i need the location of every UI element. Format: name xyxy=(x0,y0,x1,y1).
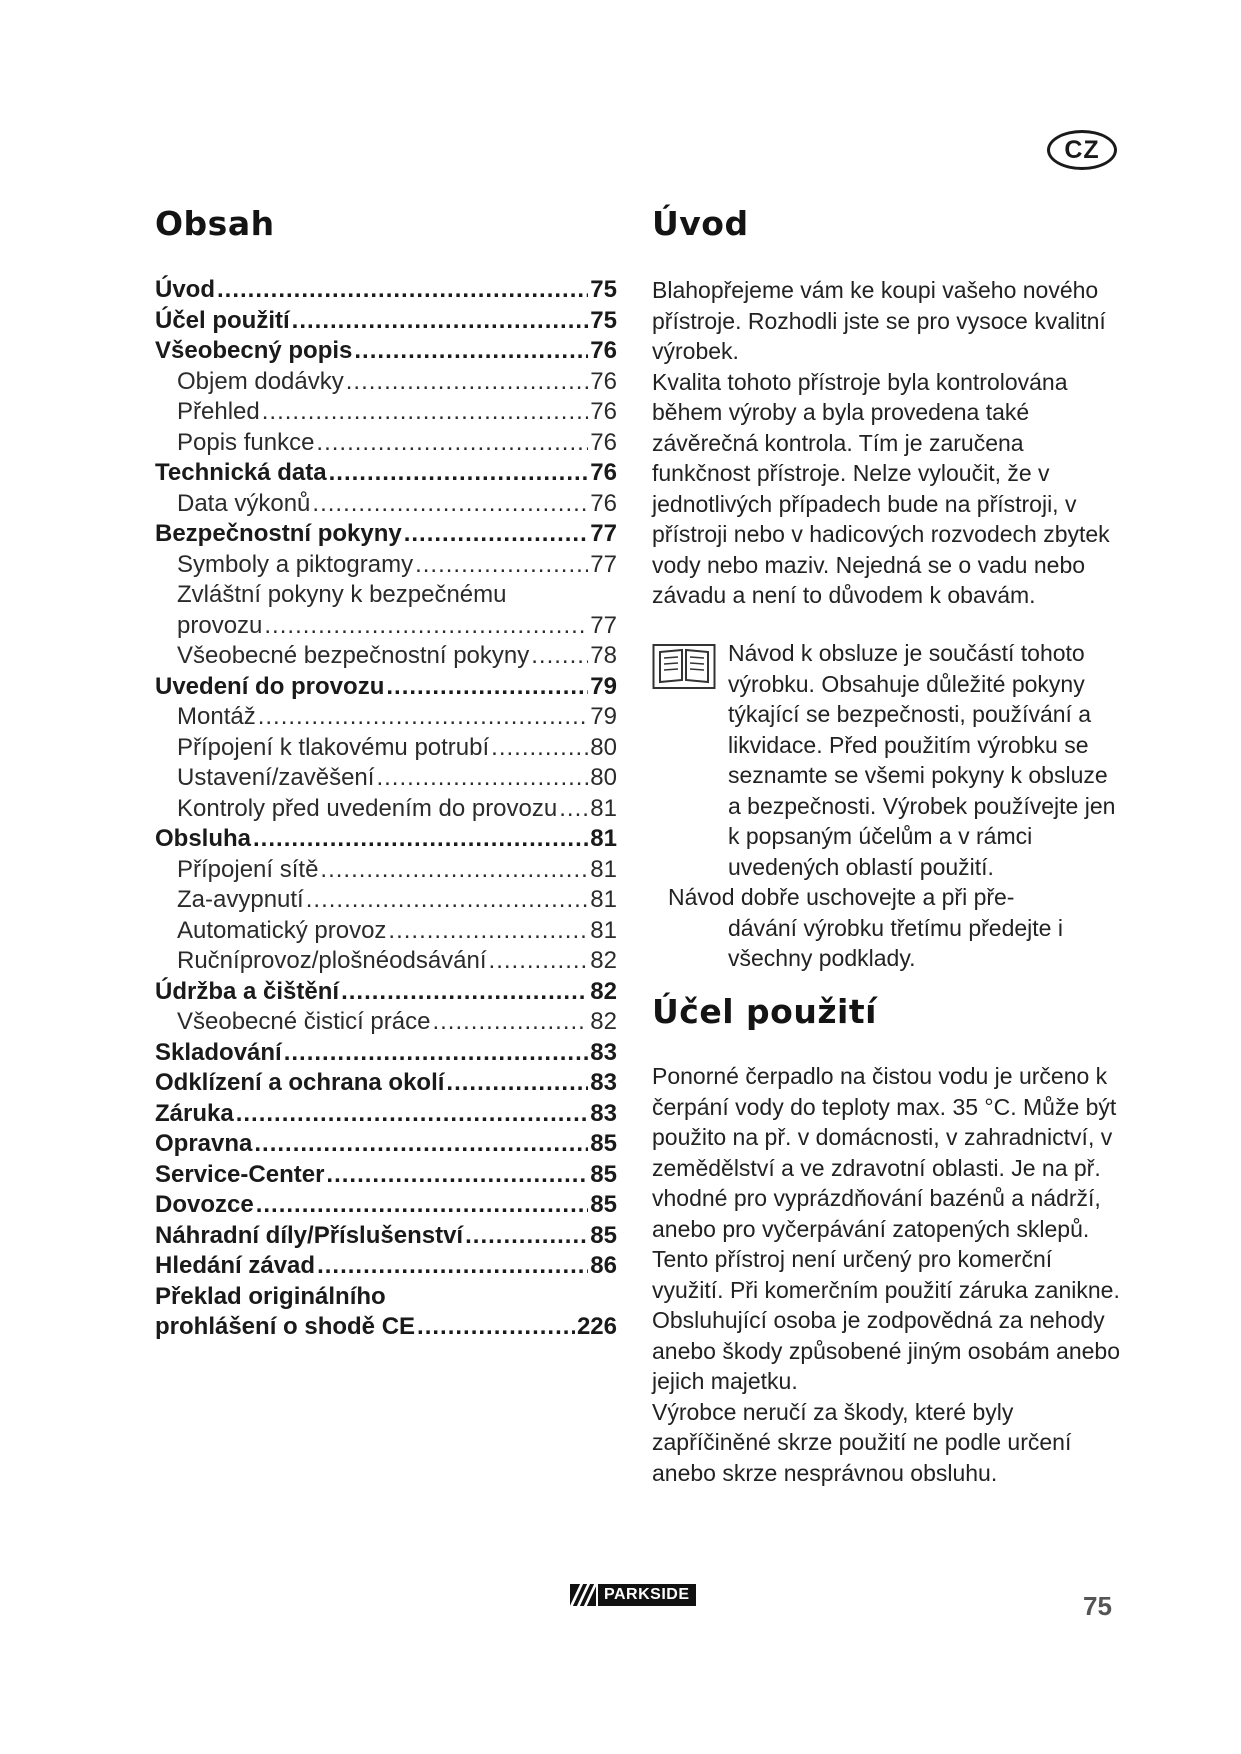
toc-entry-uvedeni-do-provozu[interactable]: Uvedení do provozu ..... 79 xyxy=(155,672,617,703)
page-number: 75 xyxy=(1083,1591,1112,1621)
purpose-paragraph-3: Výrobce neručí za škody, které byly zapříčiněné skrze použití ne podle určení anebo skrze nesprávnou obsluhu. xyxy=(652,1398,1072,1486)
purpose-paragraph-2: Tento přístroj není určený pro komerční využití. Při komerčním použití záruka zanikne. Obsluhující osoba je zodpovědná za nehody anebo škody způsobené jiným osobám anebo jejich majetku. xyxy=(652,1246,1120,1394)
purpose-text xyxy=(652,1061,1127,1488)
toc-entry-zvlastni-pokyny-line1[interactable]: Zvláštní pokyny k bezpečnému xyxy=(177,581,507,608)
toc-entry-nahradni-dily[interactable]: Náhradní díly/Příslušenství ..... 85 xyxy=(155,1221,617,1252)
toc-entry-bezpecnostni-pokyny[interactable]: Bezpečnostní pokyny ..... 77 xyxy=(155,519,617,550)
toc-entry-udrzba[interactable]: Údržba a čištění ..... 82 xyxy=(155,977,617,1008)
toc-entry-rucni-provoz[interactable]: Ručníprovoz/plošnéodsávání ..... 82 xyxy=(155,946,617,977)
toc-entry-technicka-data[interactable]: Technická data ..... 76 xyxy=(155,458,617,489)
toc-entry-ustaveni[interactable]: Ustavení/zavěšení ..... 80 xyxy=(155,763,617,794)
manual-note-text: Návod k obsluze je součástí tohoto výrobku. Obsahuje důležité pokyny týkající se bezpečnosti, používání a likvidace. Před použitím výrobku se seznamte se všemi pokyny k obsluze a bezpečnosti. Výrobek používejte jen k popsaným účelům a v rámci uvedených oblastí použití. xyxy=(728,640,1116,880)
intro-paragraph-1: Blahopřejeme vám ke koupi vašeho nového přístroje. Rozhodli jste se pro vysoce kvalitní výrobek. xyxy=(652,277,1106,364)
intro-text xyxy=(652,275,1122,611)
manual-note xyxy=(652,638,1122,974)
intro-title: Úvod xyxy=(652,204,749,243)
toc-entry-obsluha[interactable]: Obsluha ..... 81 xyxy=(155,824,617,855)
toc-entry-vseobecne-bezpecnostni[interactable]: Všeobecné bezpečnostní pokyny ..... 78 xyxy=(155,641,617,672)
toc-entry-popis-funkce[interactable]: Popis funkce ..... 76 xyxy=(155,428,617,459)
toc-entry-kontroly[interactable]: Kontroly před uvedením do provozu ..... 81 xyxy=(155,794,617,825)
toc-entry-service-center[interactable]: Service-Center ..... 85 xyxy=(155,1160,617,1191)
purpose-title: Účel použití xyxy=(652,992,877,1031)
brand-logo xyxy=(570,1584,696,1606)
language-badge: CZ xyxy=(1047,130,1117,170)
toc-entry-zvlastni-pokyny[interactable]: provozu ..... 77 xyxy=(155,611,617,642)
toc-entry-preklad-line1[interactable]: Překlad originálního xyxy=(155,1282,386,1310)
purpose-paragraph-1: Ponorné čerpadlo na čistou vodu je určeno k čerpání vody do teploty max. 35 °C. Může být použito na př. v domácnosti, v zahradnictví, v zemědělství a ve zdravotní oblasti. Je na př. vhodné pro vyprázdňování bazénů a nádrží, anebo pro vyčerpávání zatopených sklepů. xyxy=(652,1063,1117,1242)
toc-entry-zaruka[interactable]: Záruka ..... 83 xyxy=(155,1099,617,1130)
toc-entry-dovozce[interactable]: Dovozce ..... 85 xyxy=(155,1190,617,1221)
toc-title: Obsah xyxy=(155,204,275,243)
brand-stripes-icon xyxy=(570,1584,596,1606)
toc-entry-cistici-prace[interactable]: Všeobecné čisticí práce ..... 82 xyxy=(155,1007,617,1038)
toc-entry-hledani-zavad[interactable]: Hledání závad ..... 86 xyxy=(155,1251,617,1282)
toc-entry-zapnuti-vypnuti[interactable]: Za-avypnutí ..... 81 xyxy=(155,885,617,916)
toc-entry-vseobecny-popis[interactable]: Všeobecný popis ..... 76 xyxy=(155,336,617,367)
toc-entry-symboly[interactable]: Symboly a piktogramy ..... 77 xyxy=(155,550,617,581)
toc-entry-ucel-pouziti[interactable]: Účel použití ..... 75 xyxy=(155,306,617,337)
toc-entry-pripojeni-site[interactable]: Přípojení sítě ..... 81 xyxy=(155,855,617,886)
toc-entry-preklad[interactable]: prohlášení o shodě CE ..... 226 xyxy=(155,1312,617,1343)
toc-entry-prehled[interactable]: Přehled ..... 76 xyxy=(155,397,617,428)
book-icon xyxy=(652,642,716,690)
toc-entry-automaticky-provoz[interactable]: Automatický provoz ..... 81 xyxy=(155,916,617,947)
toc-entry-pripojeni-potrubi[interactable]: Přípojení k tlakovému potrubí ..... 80 xyxy=(155,733,617,764)
toc-entry-montaz[interactable]: Montáž ..... 79 xyxy=(155,702,617,733)
toc-entry-data-vykonu[interactable]: Data výkonů ..... 76 xyxy=(155,489,617,520)
table-of-contents xyxy=(155,275,617,1343)
toc-entry-skladovani[interactable]: Skladování ..... 83 xyxy=(155,1038,617,1069)
brand-name: PARKSIDE xyxy=(596,1584,696,1606)
toc-entry-odklizeni[interactable]: Odklízení a ochrana okolí ..... 83 xyxy=(155,1068,617,1099)
toc-entry-objem-dodavky[interactable]: Objem dodávky ..... 76 xyxy=(155,367,617,398)
intro-paragraph-2: Kvalita tohoto přístroje byla kontrolována během výroby a byla provedena také závěrečná kontrola. Tím je zaručena funkčnost přístroje. Nelze vyloučit, že v jednotlivých případech bude na přístroji, v přístroji nebo v hadicových rozvodech zbytek vody nebo maziv. Nejedná se o vadu nebo závadu a není to důvodem k obavám. xyxy=(652,368,1110,608)
toc-entry-uvod[interactable]: Úvod ..... 75 xyxy=(155,275,617,306)
manual-note-tail: Návod dobře uschovejte a při pře- dávání výrobku třetímu předejte i všechny podklady. xyxy=(668,884,1063,971)
toc-entry-opravna[interactable]: Opravna ..... 85 xyxy=(155,1129,617,1160)
